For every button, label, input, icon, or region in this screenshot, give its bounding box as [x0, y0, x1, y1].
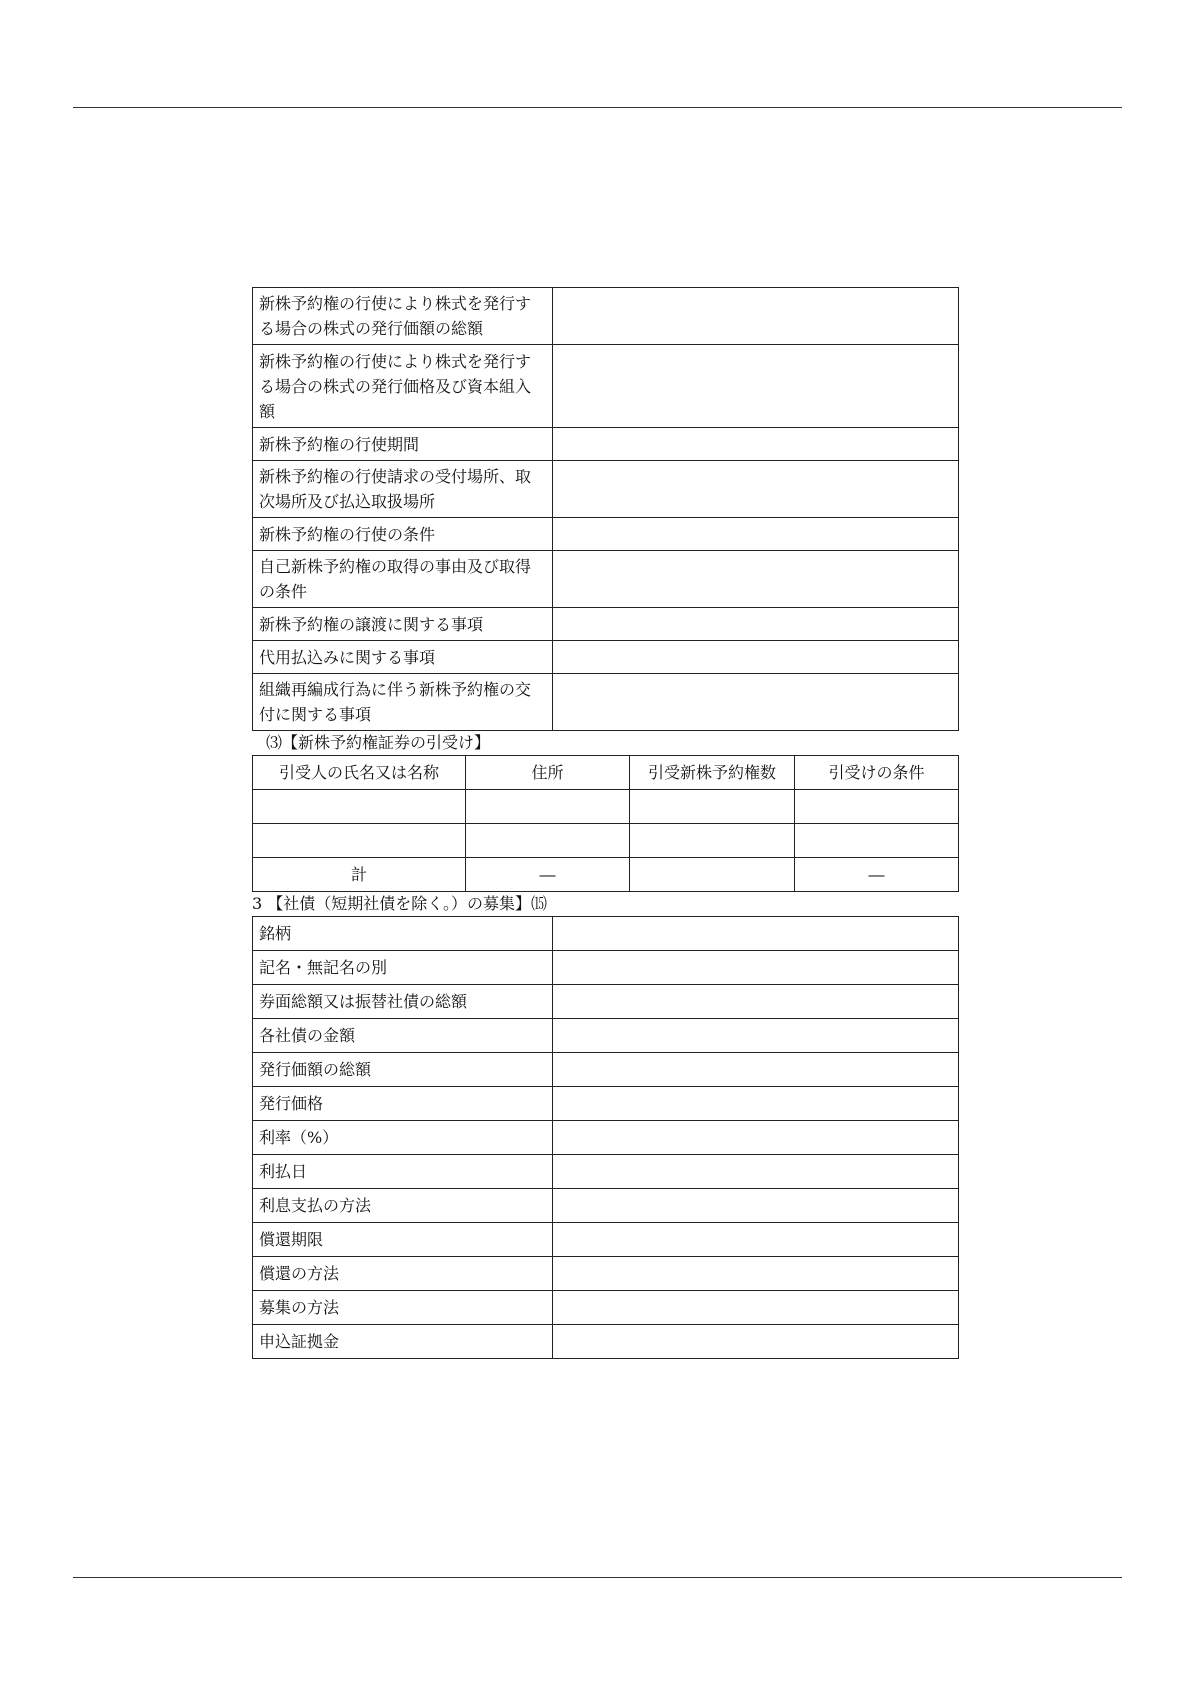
row-label: 組織再編成行為に伴う新株予約権の交付に関する事項 — [253, 674, 553, 731]
row-label: 新株予約権の行使の条件 — [253, 518, 553, 551]
total-label: 計 — [253, 858, 466, 892]
table-row — [253, 461, 959, 518]
stock-acquisition-rights-table — [252, 287, 959, 731]
row-label: 利息支払の方法 — [253, 1189, 553, 1223]
table-row — [253, 1019, 959, 1053]
underwriting-heading: ⑶【新株予約権証券の引受け】 — [266, 733, 491, 752]
row-value — [553, 1291, 959, 1325]
total-row — [253, 858, 959, 892]
table-row — [253, 1189, 959, 1223]
row-value — [553, 288, 959, 345]
table-row — [253, 674, 959, 731]
table-row — [253, 1223, 959, 1257]
row-value — [553, 1087, 959, 1121]
table-cell — [253, 824, 466, 858]
table-row — [253, 608, 959, 641]
table-cell — [466, 824, 630, 858]
row-label: 新株予約権の譲渡に関する事項 — [253, 608, 553, 641]
table-row — [253, 1053, 959, 1087]
row-value — [553, 518, 959, 551]
row-label: 記名・無記名の別 — [253, 951, 553, 985]
row-label: 発行価格 — [253, 1087, 553, 1121]
row-value — [553, 345, 959, 428]
document-body — [252, 287, 958, 1359]
table-row — [253, 1325, 959, 1359]
row-value — [553, 674, 959, 731]
table-row — [253, 1087, 959, 1121]
bonds-table — [252, 916, 959, 1359]
row-label: 募集の方法 — [253, 1291, 553, 1325]
row-value — [553, 551, 959, 608]
column-header: 引受人の氏名又は名称 — [253, 756, 466, 790]
table-row — [253, 1155, 959, 1189]
table-row — [253, 985, 959, 1019]
table-cell — [795, 824, 959, 858]
row-label: 代用払込みに関する事項 — [253, 641, 553, 674]
table-row — [253, 428, 959, 461]
row-label: 新株予約権の行使請求の受付場所、取次場所及び払込取扱場所 — [253, 461, 553, 518]
row-value — [553, 1155, 959, 1189]
header-rule — [73, 107, 1122, 108]
table-row — [253, 551, 959, 608]
row-label: 償還期限 — [253, 1223, 553, 1257]
column-header: 引受けの条件 — [795, 756, 959, 790]
table-cell — [253, 790, 466, 824]
row-label: 各社債の金額 — [253, 1019, 553, 1053]
table-row — [253, 345, 959, 428]
row-value — [553, 951, 959, 985]
row-label: 申込証拠金 — [253, 1325, 553, 1359]
row-label: 利払日 — [253, 1155, 553, 1189]
table-header-row — [253, 756, 959, 790]
table-cell: ― — [466, 858, 630, 892]
row-label: 自己新株予約権の取得の事由及び取得の条件 — [253, 551, 553, 608]
row-value — [553, 641, 959, 674]
row-label: 新株予約権の行使期間 — [253, 428, 553, 461]
table-row — [253, 790, 959, 824]
table-row — [253, 951, 959, 985]
column-header: 住所 — [466, 756, 630, 790]
row-label: 新株予約権の行使により株式を発行する場合の株式の発行価格及び資本組入額 — [253, 345, 553, 428]
row-label: 償還の方法 — [253, 1257, 553, 1291]
row-value — [553, 1189, 959, 1223]
table-cell: ― — [795, 858, 959, 892]
row-label: 銘柄 — [253, 917, 553, 951]
row-value — [553, 1053, 959, 1087]
row-value — [553, 1223, 959, 1257]
table-row — [253, 917, 959, 951]
row-value — [553, 608, 959, 641]
table-cell — [466, 790, 630, 824]
row-value — [553, 1325, 959, 1359]
row-value — [553, 1019, 959, 1053]
table-row — [253, 641, 959, 674]
table-row — [253, 288, 959, 345]
row-value — [553, 428, 959, 461]
underwriting-table — [252, 755, 959, 892]
footer-rule — [73, 1577, 1122, 1578]
row-value — [553, 1121, 959, 1155]
table-row — [253, 1121, 959, 1155]
table-row — [253, 518, 959, 551]
table-cell — [630, 824, 795, 858]
table-row — [253, 1257, 959, 1291]
bonds-heading: 3 【社債（短期社債を除く。）の募集】⒂ — [252, 894, 547, 913]
table-row — [253, 824, 959, 858]
row-label: 発行価額の総額 — [253, 1053, 553, 1087]
row-value — [553, 985, 959, 1019]
row-label: 券面総額又は振替社債の総額 — [253, 985, 553, 1019]
table-cell — [795, 790, 959, 824]
table-row — [253, 1291, 959, 1325]
row-label: 利率（%） — [253, 1121, 553, 1155]
row-label: 新株予約権の行使により株式を発行する場合の株式の発行価額の総額 — [253, 288, 553, 345]
row-value — [553, 1257, 959, 1291]
row-value — [553, 917, 959, 951]
column-header: 引受新株予約権数 — [630, 756, 795, 790]
table-cell — [630, 790, 795, 824]
row-value — [553, 461, 959, 518]
table-cell — [630, 858, 795, 892]
